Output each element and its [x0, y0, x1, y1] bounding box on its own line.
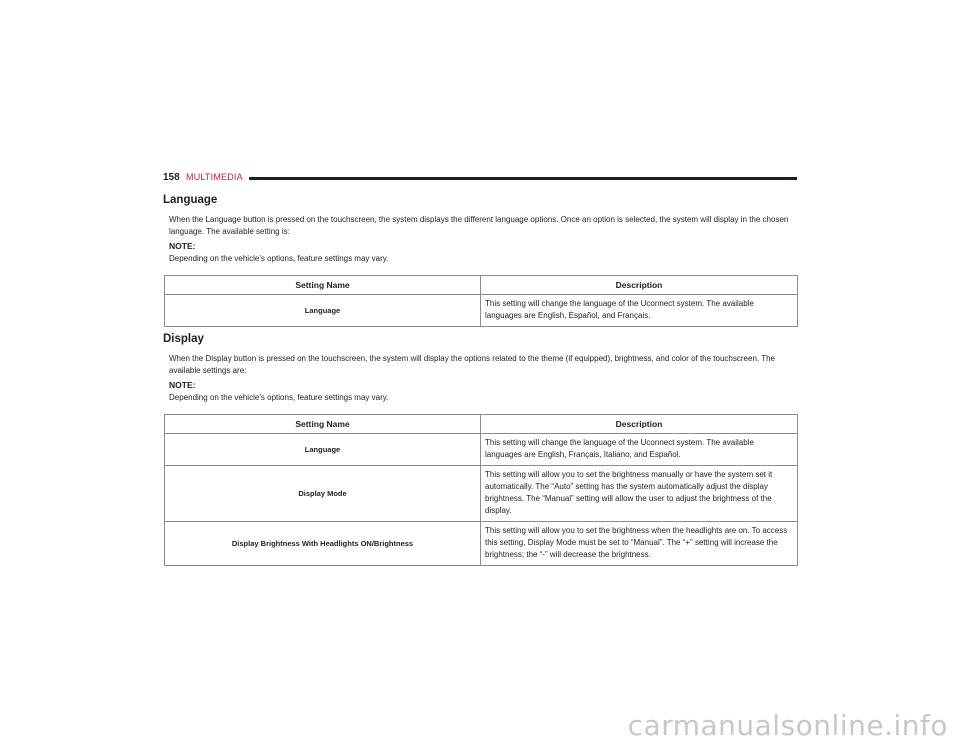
table-row [165, 434, 798, 466]
table-row [165, 522, 798, 566]
page-header [163, 172, 797, 186]
display-settings-table [164, 414, 798, 566]
display-heading: Display [163, 333, 204, 345]
table-header-row [165, 276, 798, 295]
table-header-row [165, 415, 798, 434]
setting-name-cell: Display Brightness With Headlights ON/Brightness [165, 522, 481, 566]
header-rule [249, 177, 797, 180]
language-note-label: NOTE: [169, 241, 196, 251]
setting-description-cell: This setting will change the language of the Uconnect system. The available languages are English, Español, and Français. [481, 295, 798, 327]
table-row [165, 466, 798, 522]
setting-name-cell: Language [165, 434, 481, 466]
setting-name-cell: Display Mode [165, 466, 481, 522]
section-name: MULTIMEDIA [186, 172, 243, 182]
setting-name-header: Setting Name [165, 276, 481, 295]
setting-name-cell: Language [165, 295, 481, 327]
page-number: 158 [163, 172, 180, 183]
setting-name-header: Setting Name [165, 415, 481, 434]
setting-description-cell: This setting will allow you to set the brightness when the headlights are on. To access this setting, Display Mode must be set to “Manual”. The “+” setting will increase the brightness; the “-” will decrease the brightness. [481, 522, 798, 566]
display-note-label: NOTE: [169, 380, 196, 390]
language-note-text: Depending on the vehicle’s options, feature settings may vary. [169, 254, 389, 263]
watermark: carmanualsonline.info [627, 709, 948, 742]
description-header: Description [481, 415, 798, 434]
display-note-text: Depending on the vehicle’s options, feature settings may vary. [169, 393, 389, 402]
language-settings-table [164, 275, 798, 327]
description-header: Description [481, 276, 798, 295]
language-heading: Language [163, 194, 218, 206]
table-row [165, 295, 798, 327]
setting-description-cell: This setting will change the language of the Uconnect system. The available languages are English, Français, Italiano, and Español. [481, 434, 798, 466]
setting-description-cell: This setting will allow you to set the brightness manually or have the system set it automatically. The “Auto” setting has the system automatically adjust the display brightness. The “Manual” setting will allow the user to adjust the brightness of the display. [481, 466, 798, 522]
language-intro: When the Language button is pressed on the touchscreen, the system displays the different language options. Once an option is selected, the system will display in the chosen language. The available setting is: [169, 215, 789, 236]
display-intro: When the Display button is pressed on the touchscreen, the system will display the options related to the theme (if equipped), brightness, and color of the touchscreen. The available settings are: [169, 354, 775, 375]
